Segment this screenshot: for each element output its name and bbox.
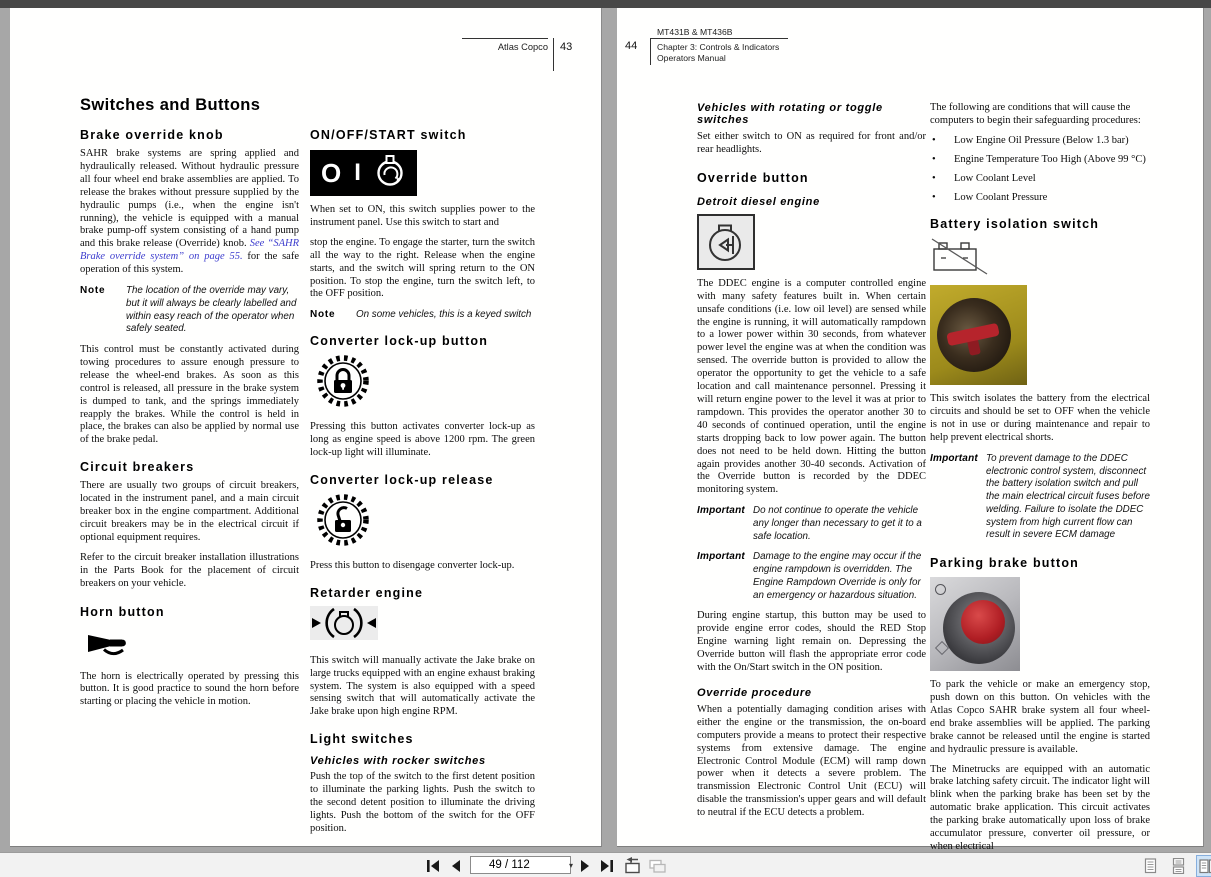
header-chapter: Chapter 3: Controls & Indicators: [657, 42, 780, 52]
left-page-column-2: [310, 128, 535, 836]
bullet: •: [932, 173, 936, 185]
red-button-cap: [961, 600, 1005, 644]
paragraph-text: for the safe operation of this system.: [80, 251, 299, 276]
paragraph: Pressing this button activates converter lock-up as long as engine speed is above 1200 rpm. The green lock-up light will illuminate.: [310, 421, 535, 458]
page-number-input[interactable]: [471, 857, 569, 873]
important-label: Important: [697, 505, 745, 517]
list-item: [930, 134, 1150, 147]
on-symbol: I: [354, 159, 361, 186]
bullet: •: [932, 153, 936, 165]
paragraph: There are usually two groups of circuit breakers, located in the instrument panel, and a main circuit breaker box in the engine compartment. Additional circuit breakers may be in the electrical circuit if optional equipment requires.: [80, 480, 299, 543]
list-item: [930, 153, 1150, 166]
heading-on-off-start-switch: ON/OFF/START switch: [310, 128, 467, 142]
important-block: [930, 453, 1150, 542]
subheading-rocker-switches: Vehicles with rocker switches: [310, 755, 486, 768]
retarder-engine-icon: [310, 606, 378, 640]
continuous-layout-icon: [1171, 858, 1186, 874]
paragraph: This control must be constantly activated during towing procedures to assure enough pressure to release the wheel-end brakes. As soon as this control is released, all pressure in the brake system is dumped to tank, and the springs immediately reapply the brakes. While the control is held in place, the brakes can also be applied by normal use of the brake pedal.: [80, 344, 299, 446]
list-item: [930, 191, 1150, 204]
right-page-column-2: [930, 102, 1150, 854]
paragraph: Press this button to disengage converter lock-up.: [310, 559, 515, 571]
important-text: Do not continue to operate the vehicle any longer than necessary to get it to a safe location.: [753, 505, 922, 542]
heading-converter-lockup-button: Converter lock-up button: [310, 334, 489, 349]
paragraph: stop the engine. To engage the starter, turn the switch all the way to the right. Release when the engine starts, and the switch will spring return to the ON position. To stop the engine, turn the switch left, to the OFF position.: [310, 236, 535, 300]
converter-lockup-icon: [316, 354, 535, 413]
first-page-icon: [425, 859, 441, 873]
header-page-number: 44: [625, 40, 638, 52]
paragraph: To park the vehicle or make an emergency stop, push down on this button. On vehicles with the Atlas Copco SAHR brake system all four wheel-end brake assemblies will be applied. The parking brake cannot be released until the engine is started and hydraulic pressure is available.: [930, 679, 1150, 755]
note-label: Note: [310, 309, 336, 321]
heading-retarder-engine: Retarder engine: [310, 585, 424, 600]
list-item: [930, 172, 1150, 185]
paragraph: During engine startup, this button may be used to provide engine error codes, should the RED Stop Engine warning light remain on. Depressing the Override button will flash the appropriate error code with the On/Start switch in the ON position.: [697, 610, 926, 673]
document-page-43: [10, 8, 602, 847]
single-page-layout-icon: [1143, 858, 1158, 874]
right-page-column-1: [697, 102, 926, 820]
heading-brake-override-knob: Brake override knob: [80, 128, 224, 142]
important-text: Damage to the engine may occur if the engine rampdown is overridden. The Engine Rampdown Override is only for an emergency or hazardous situation.: [753, 551, 922, 601]
subheading-rotating-toggle-switches: Vehicles with rotating or toggle switches: [697, 102, 883, 126]
parking-brake-photo: [930, 577, 1020, 671]
paragraph: The horn is electrically operated by pressing this button. It is good practice to sound the horn before starting or placing the vehicle in motion.: [80, 670, 299, 708]
start-key-icon: [374, 154, 406, 193]
paragraph-text: SAHR brake systems are spring applied and hydraulically released. Without hydraulic pressure all four wheel end brake assemblies are applied. To release the brakes without pressure supplied by the hydraulic pumps (i.e., when the engine isn't running), the vehicle is equipped with a manual brake pump-off system consisting of a hand pump and this brake release (Override) knob.: [80, 148, 299, 250]
facing-pages-layout-button[interactable]: [1196, 855, 1211, 877]
note-block: [310, 309, 535, 322]
next-view-button[interactable]: [646, 857, 668, 874]
paragraph: This switch will manually activate the Jake brake on large trucks equipped with an engine exhaust braking system. The system is also equipped with a speed sensing switch that will automatically activate the Jake brake upon high engine RPM.: [310, 654, 535, 718]
header-page-number: 43: [560, 41, 573, 53]
window-top-edge: [0, 0, 1211, 8]
horn-icon: [85, 628, 299, 663]
viewer-toolbar: [0, 852, 1211, 877]
heading-converter-lockup-release: Converter lock-up release: [310, 472, 494, 487]
battery-isolation-photo: [930, 285, 1027, 385]
detroit-diesel-engine-icon: [697, 214, 755, 270]
subheading-override-procedure: Override procedure: [697, 686, 812, 699]
header-rule-vertical: [553, 38, 554, 71]
paragraph: The Minetrucks are equipped with an automatic brake latching safety circuit. The indicator light will blink when the parking brake has been set by the automatic brake application. This circuit activates the parking brake automatically upon loss of brake accumulator pressure, converter oil pressure, or when electrical: [930, 763, 1150, 852]
important-text: To prevent damage to the DDEC electronic control system, disconnect the battery isolation switch and pull the main electrical circuit fuses before welding. Failure to isolate the DDEC system from high current flow can result in severe ECM damage: [986, 452, 1150, 541]
continuous-layout-button[interactable]: [1169, 857, 1187, 874]
important-label: Important: [697, 551, 745, 563]
note-text: On some vehicles, this is a keyed switch: [356, 309, 532, 321]
important-block: [697, 551, 926, 602]
previous-view-button[interactable]: [621, 857, 643, 874]
paragraph: When a potentially damaging condition arises with either the engine or the transmission, the on-board computers provide a means to protect their respective systems from extensive damage. The engine Electronic Control Module (ECM) will ramp down power when it detects a severe problem. The transmission Electronic Control Unit (ECU) will disable the transmission's upper gears and will default to neutral if the ECU detects a problem.: [697, 703, 926, 819]
header-brand: Atlas Copco: [497, 42, 548, 52]
paragraph: The following are conditions that will cause the computers to begin their safeguarding procedures:: [930, 102, 1141, 126]
paragraph: Push the top of the switch to the first detent position to illuminate the parking lights. Push the switch to the second detent position to illuminate the driving lights. Push the bottom of the switch for the OFF position.: [310, 771, 535, 834]
first-page-button[interactable]: [424, 857, 442, 874]
single-page-layout-button[interactable]: [1141, 857, 1159, 874]
off-symbol: O: [321, 158, 342, 188]
paragraph: This switch isolates the battery from the electrical circuits and should be set to OFF when the vehicle is not in use or during maintenance and repair to help prevent electrical shorts.: [930, 393, 1150, 444]
previous-page-button[interactable]: [447, 857, 465, 874]
bullet: •: [932, 134, 936, 146]
header-model: MT431B & MT436B: [657, 27, 733, 37]
previous-view-icon: [622, 857, 642, 874]
heading-horn-button: Horn button: [80, 604, 165, 619]
paragraph: Refer to the circuit breaker installation illustrations in the Parts Book for the placement of circuit breakers on your vehicle.: [80, 551, 299, 589]
previous-page-icon: [448, 859, 464, 873]
heading-circuit-breakers: Circuit breakers: [80, 460, 195, 475]
page-title: Switches and Buttons: [80, 96, 261, 114]
heading-battery-isolation-switch: Battery isolation switch: [930, 217, 1100, 232]
heading-light-switches: Light switches: [310, 732, 414, 747]
page-dropdown-caret-icon[interactable]: ▾: [569, 860, 574, 870]
bullet: •: [932, 192, 936, 204]
cross-reference-link[interactable]: See “SAHR Brake override system” on page 55.: [80, 238, 299, 263]
heading-parking-brake-button: Parking brake button: [930, 556, 1080, 571]
last-page-icon: [599, 859, 615, 873]
subheading-detroit-diesel-engine: Detroit diesel engine: [697, 195, 820, 208]
list-item-text: Low Engine Oil Pressure (Below 1.3 bar): [954, 134, 1129, 146]
page-number-box: [470, 856, 574, 874]
list-item-text: Engine Temperature Too High (Above 99 °C): [954, 153, 1146, 165]
header-rule-top: [462, 38, 548, 39]
header-rule-vertical: [650, 38, 651, 65]
note-block: [80, 285, 299, 336]
header-manual: Operators Manual: [657, 53, 726, 63]
note-label: Note: [80, 285, 106, 297]
battery-isolation-icon: [930, 236, 1150, 281]
on-off-start-switch-image: [310, 150, 417, 196]
next-page-icon: [577, 859, 593, 873]
list-item-text: Low Coolant Pressure: [954, 192, 1048, 204]
list-item-text: Low Coolant Level: [954, 173, 1036, 185]
next-view-icon: [647, 858, 667, 874]
important-block: [697, 505, 926, 543]
paragraph: [80, 148, 299, 277]
header-rule-top: [650, 38, 788, 39]
paragraph: When set to ON, this switch supplies power to the instrument panel. Use this switch to start and: [310, 204, 535, 228]
paragraph: The DDEC engine is a computer controlled engine with many safety features built in. When certain unsafe conditions (i.e. low oil level) are sensed while the engine is running, it will automatically rampdown to a lower power within 30 seconds, from whatever power level the engine was at when the condition was sensed. The override button is provided to allow the operator the opportunity to get the vehicle to a safe location and call maintenance personnel. Pressing it will return engine power to the level it was at prior to rampdown. This provides the operator another 30 to 40 seconds of continued operation, until the engine starts dropping back to low power again. The button does not need to be held down. Hitting the button again provides another 30-40 seconds. Activation of the Override button is recorded by the DDEC monitoring system.: [697, 277, 926, 496]
document-page-44: [617, 8, 1204, 852]
heading-override-button: Override button: [697, 170, 809, 185]
important-label: Important: [930, 452, 978, 464]
note-text: The location of the override may vary, but it will always be clearly labelled and within easy reach of the operator when safely seated.: [126, 285, 297, 335]
next-page-button[interactable]: [576, 857, 594, 874]
last-page-button[interactable]: [598, 857, 616, 874]
facing-pages-layout-icon: [1199, 859, 1211, 874]
left-page-column-1: [80, 128, 299, 709]
panel-symbol: [935, 584, 946, 595]
converter-lockup-release-icon: [316, 493, 535, 552]
paragraph: Set either switch to ON as required for front and/or rear headlights.: [697, 131, 926, 155]
